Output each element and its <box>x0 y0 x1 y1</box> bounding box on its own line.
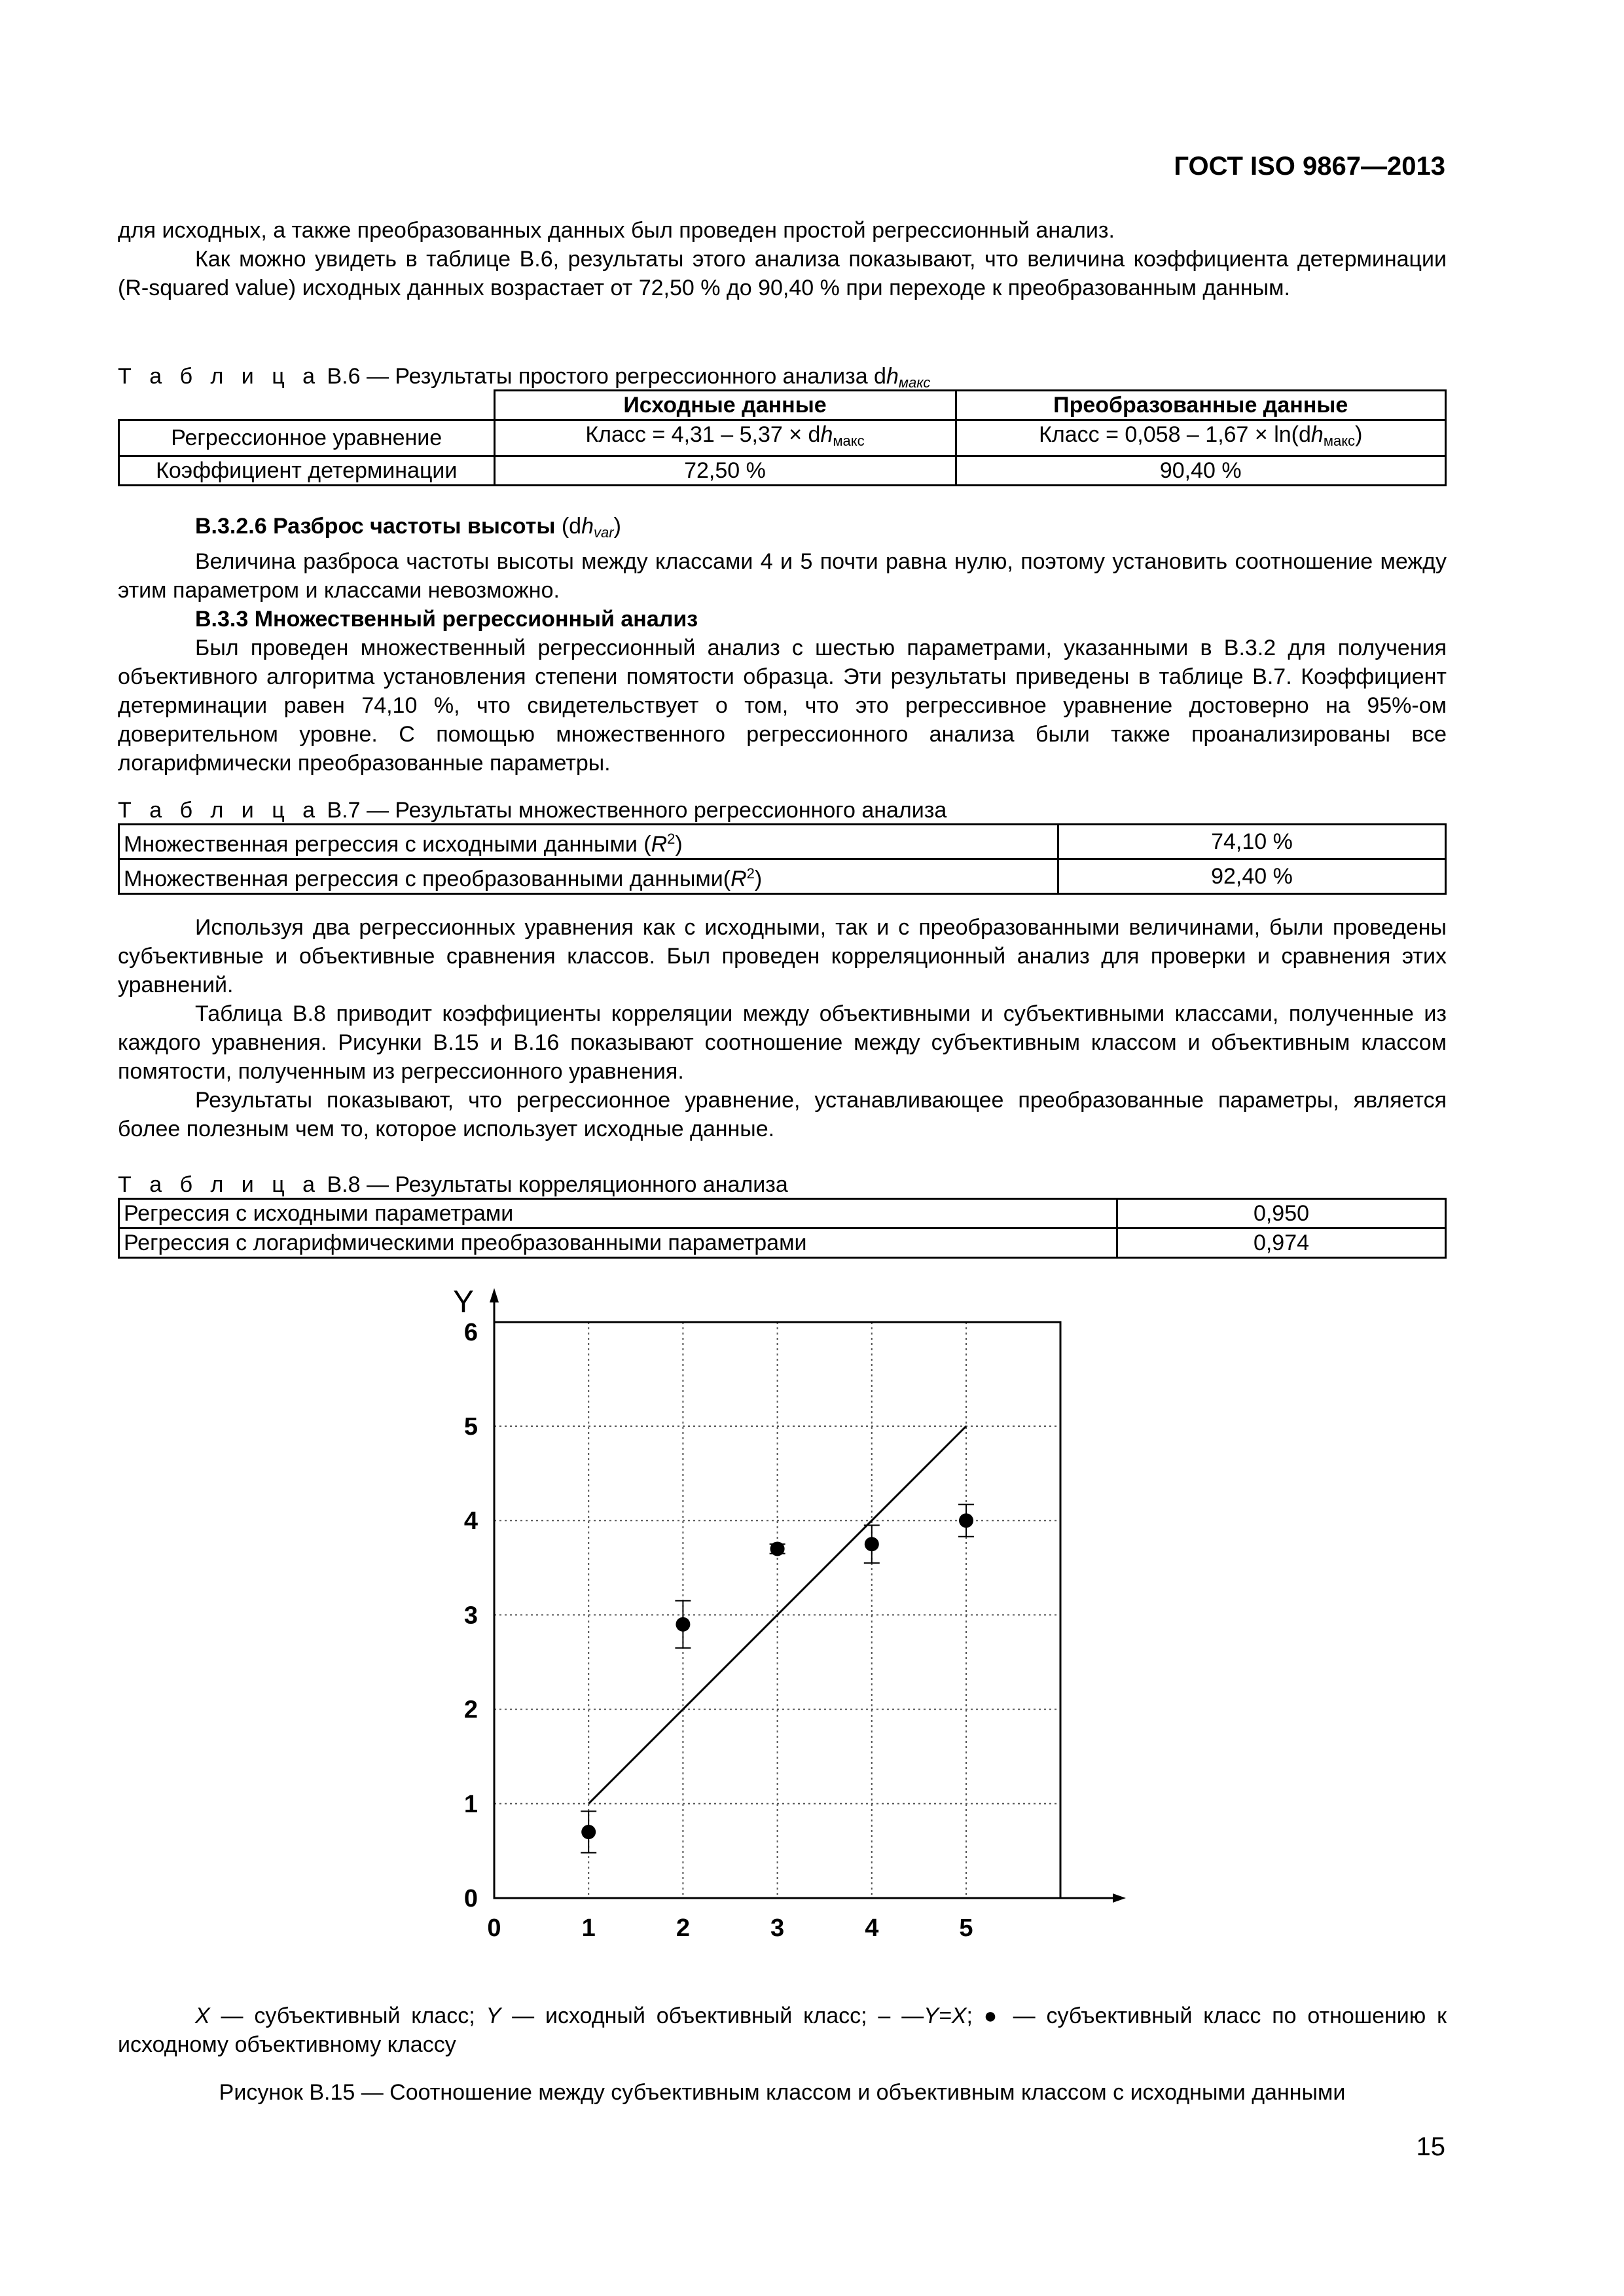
y-tick-label: 3 <box>463 1602 478 1630</box>
page-number: 15 <box>1416 2132 1445 2161</box>
chart-grid <box>494 1322 1060 1898</box>
section-3-3-paragraph: Был проведен множественный регрессионный анализ с шестью параметрами, указанными в В.3.2 для получения объективного алгоритма установления степени помятости образца. Эти результаты приведены в таблице В.7. Коэффициент детерминации равен 74,10 %, что свидетельствует о том, что это регрессивное уравнение достоверно на 95%-ом доверительном уровне. С помощью множественного регрессионного анализа были также проанализированы все логарифмически преобразованные параметры. <box>118 636 1447 776</box>
table-row <box>119 1199 1446 1229</box>
table-7 <box>118 823 1447 895</box>
chart-tick-labels <box>464 1319 973 1942</box>
row-label-text: Множественная регрессия с преобразованными данными( <box>124 867 731 891</box>
y-tick-label: 0 <box>463 1885 478 1912</box>
middle-paragraph-1: Используя два регрессионных уравнения как с исходными, так и с преобразованными величинами, были проведены субъективные и объективные сравнения классов. Был проведен корреляционный анализ для проверки и сравнения этих уравнений. <box>118 915 1447 997</box>
figure-b15-chart <box>419 1283 1139 1964</box>
table-6-caption-var: h <box>886 364 899 389</box>
x-tick-label: 2 <box>676 1914 690 1942</box>
table-6-caption-label: Т а б л и ц а <box>118 364 321 389</box>
formula-sub: макс <box>833 433 865 449</box>
section-heading-var: h <box>581 514 594 539</box>
table-row <box>119 456 1446 486</box>
table-7-caption <box>118 797 947 823</box>
row-label-sup: 2 <box>667 831 676 847</box>
table-6 <box>118 389 1447 486</box>
section-3-3-heading: В.3.3 Множественный регрессионный анализ <box>195 607 698 632</box>
table-7-row1-value: 74,10 % <box>1058 825 1446 859</box>
x-tick-label: 1 <box>581 1914 596 1942</box>
table-7-row2-value: 92,40 % <box>1058 859 1446 894</box>
table-6-caption-sub: макс <box>898 374 931 391</box>
row-label-var: R <box>731 867 747 891</box>
figure-caption: Рисунок В.15 — Соотношение между субъективным классом и объективным классом с исходными данными <box>219 2080 1346 2105</box>
table-8-row1-label: Регрессия с исходными параметрами <box>119 1199 1117 1229</box>
table-6-row2-label: Коэффициент детерминации <box>119 456 495 486</box>
table-7-caption-text: В.7 — Результаты множественного регрессионного анализа <box>327 798 947 823</box>
table-8-row2-value: 0,974 <box>1117 1229 1446 1258</box>
intro-paragraph-2: Как можно увидеть в таблице В.6, результаты этого анализа показывают, что величина коэффициента детерминации (R-squared value) исходных данных возрастает от 72,50 % до 90,40 % при переходе к преобразованным данным. <box>118 247 1447 300</box>
data-point <box>959 1513 973 1528</box>
table-8-caption-text: В.8 — Результаты корреляционного анализа <box>327 1172 788 1197</box>
document-header: ГОСТ ISO 9867—2013 <box>1174 152 1445 181</box>
section-heading-text: В.3.2.6 Разброс частоты высоты <box>195 514 556 539</box>
data-point <box>865 1537 879 1551</box>
table-6-row1-cell2 <box>956 420 1446 456</box>
table-6-col2-header: Преобразованные данные <box>956 391 1446 420</box>
table-7-caption-label: Т а б л и ц а <box>118 798 321 823</box>
formula-text: Класс = 4,31 – 5,37 × d <box>585 422 821 447</box>
data-point <box>676 1617 690 1632</box>
legend-x-text: — субъективный класс; <box>209 2003 486 2028</box>
x-tick-label: 3 <box>770 1914 785 1942</box>
table-row <box>119 420 1446 456</box>
legend-y-text: — исходный объективный класс; – — <box>501 2003 924 2028</box>
x-tick-label: 0 <box>487 1914 501 1942</box>
table-6-caption-text: В.6 — Результаты простого регрессионного анализа d <box>327 364 886 389</box>
legend-x-var: X <box>195 2003 210 2028</box>
figure-legend <box>118 2001 1447 2059</box>
table-6-row2-cell1: 72,50 % <box>494 456 956 486</box>
row-label-post: ) <box>754 867 763 891</box>
table-7-row2-label <box>119 859 1058 894</box>
formula-text: Класс = 0,058 – 1,67 × ln(d <box>1039 422 1311 447</box>
table-row <box>119 825 1446 859</box>
y-tick-label: 6 <box>463 1318 478 1346</box>
table-6-col1-header: Исходные данные <box>494 391 956 420</box>
data-point <box>581 1825 596 1839</box>
table-row <box>119 391 1446 420</box>
middle-paragraph-2: Таблица В.8 приводит коэффициенты корреляции между объективными и субъективными классами, полученные из каждого уравнения. Рисунки В.15 и В.16 показывают соотношение между субъективным классом и объективным классом помятости, полученным из регрессионного уравнения. <box>118 1001 1447 1084</box>
table-8 <box>118 1198 1447 1259</box>
row-label-var: R <box>651 832 668 857</box>
table-row <box>119 859 1446 894</box>
x-axis-arrow <box>1113 1893 1126 1903</box>
y-axis-label: Y <box>453 1285 475 1319</box>
table-6-row1-cell1 <box>494 420 956 456</box>
y-tick-label: 4 <box>463 1507 478 1535</box>
table-6-row1-label: Регрессионное уравнение <box>119 420 495 456</box>
y-axis-arrow <box>490 1288 499 1302</box>
table-7-row1-label <box>119 825 1058 859</box>
row-label-post: ) <box>675 832 683 857</box>
formula-sub: макс <box>1323 433 1356 449</box>
y-tick-label: 5 <box>463 1413 478 1441</box>
table-6-row2-cell2: 90,40 % <box>956 456 1446 486</box>
y-tick-label: 1 <box>463 1790 478 1818</box>
table-8-caption <box>118 1172 788 1198</box>
table-cell-empty <box>119 391 495 420</box>
legend-y-var: Y <box>486 2003 501 2028</box>
table-row <box>119 1229 1446 1258</box>
table-8-row2-label: Регрессия с логарифмическими преобразованными параметрами <box>119 1229 1117 1258</box>
data-point <box>770 1541 785 1556</box>
x-tick-label: 4 <box>865 1914 879 1942</box>
y-tick-label: 2 <box>463 1696 478 1724</box>
section-3-2-6-paragraph: Величина разброса частоты высоты между классами 4 и 5 почти равна нулю, поэтому установить соотношение между этим параметром и классами невозможно. <box>118 549 1447 603</box>
legend-yx-var: Y=X <box>924 2003 967 2028</box>
row-label-sup: 2 <box>746 865 755 882</box>
intro-block <box>118 216 1447 302</box>
section-3-2-6 <box>118 512 1447 778</box>
formula-var: h <box>820 422 833 447</box>
section-heading-pre: (d <box>555 514 582 539</box>
middle-paragraph-3: Результаты показывают, что регрессионное уравнение, устанавливающее преобразованные параметры, является более полезным чем то, которое использует исходные данные. <box>118 1088 1447 1141</box>
legend-yx-text: ; ● — субъективный класс по отношению к исходному объективному классу <box>118 2003 1447 2057</box>
x-tick-label: 5 <box>959 1914 973 1942</box>
row-label-text: Множественная регрессия с исходными данными ( <box>124 832 651 857</box>
formula-text: ) <box>1355 422 1363 447</box>
chart-axes <box>453 1285 1126 1903</box>
intro-paragraph-1: для исходных, а также преобразованных данных был проведен простой регрессионный анализ. <box>118 218 1115 243</box>
table-8-caption-label: Т а б л и ц а <box>118 1172 321 1197</box>
table-8-row1-value: 0,950 <box>1117 1199 1446 1229</box>
formula-var: h <box>1310 422 1324 447</box>
section-heading-post: ) <box>613 514 621 539</box>
section-heading-sub: var <box>594 524 614 541</box>
middle-block <box>118 913 1447 1143</box>
section-3-2-6-heading <box>118 512 1447 547</box>
